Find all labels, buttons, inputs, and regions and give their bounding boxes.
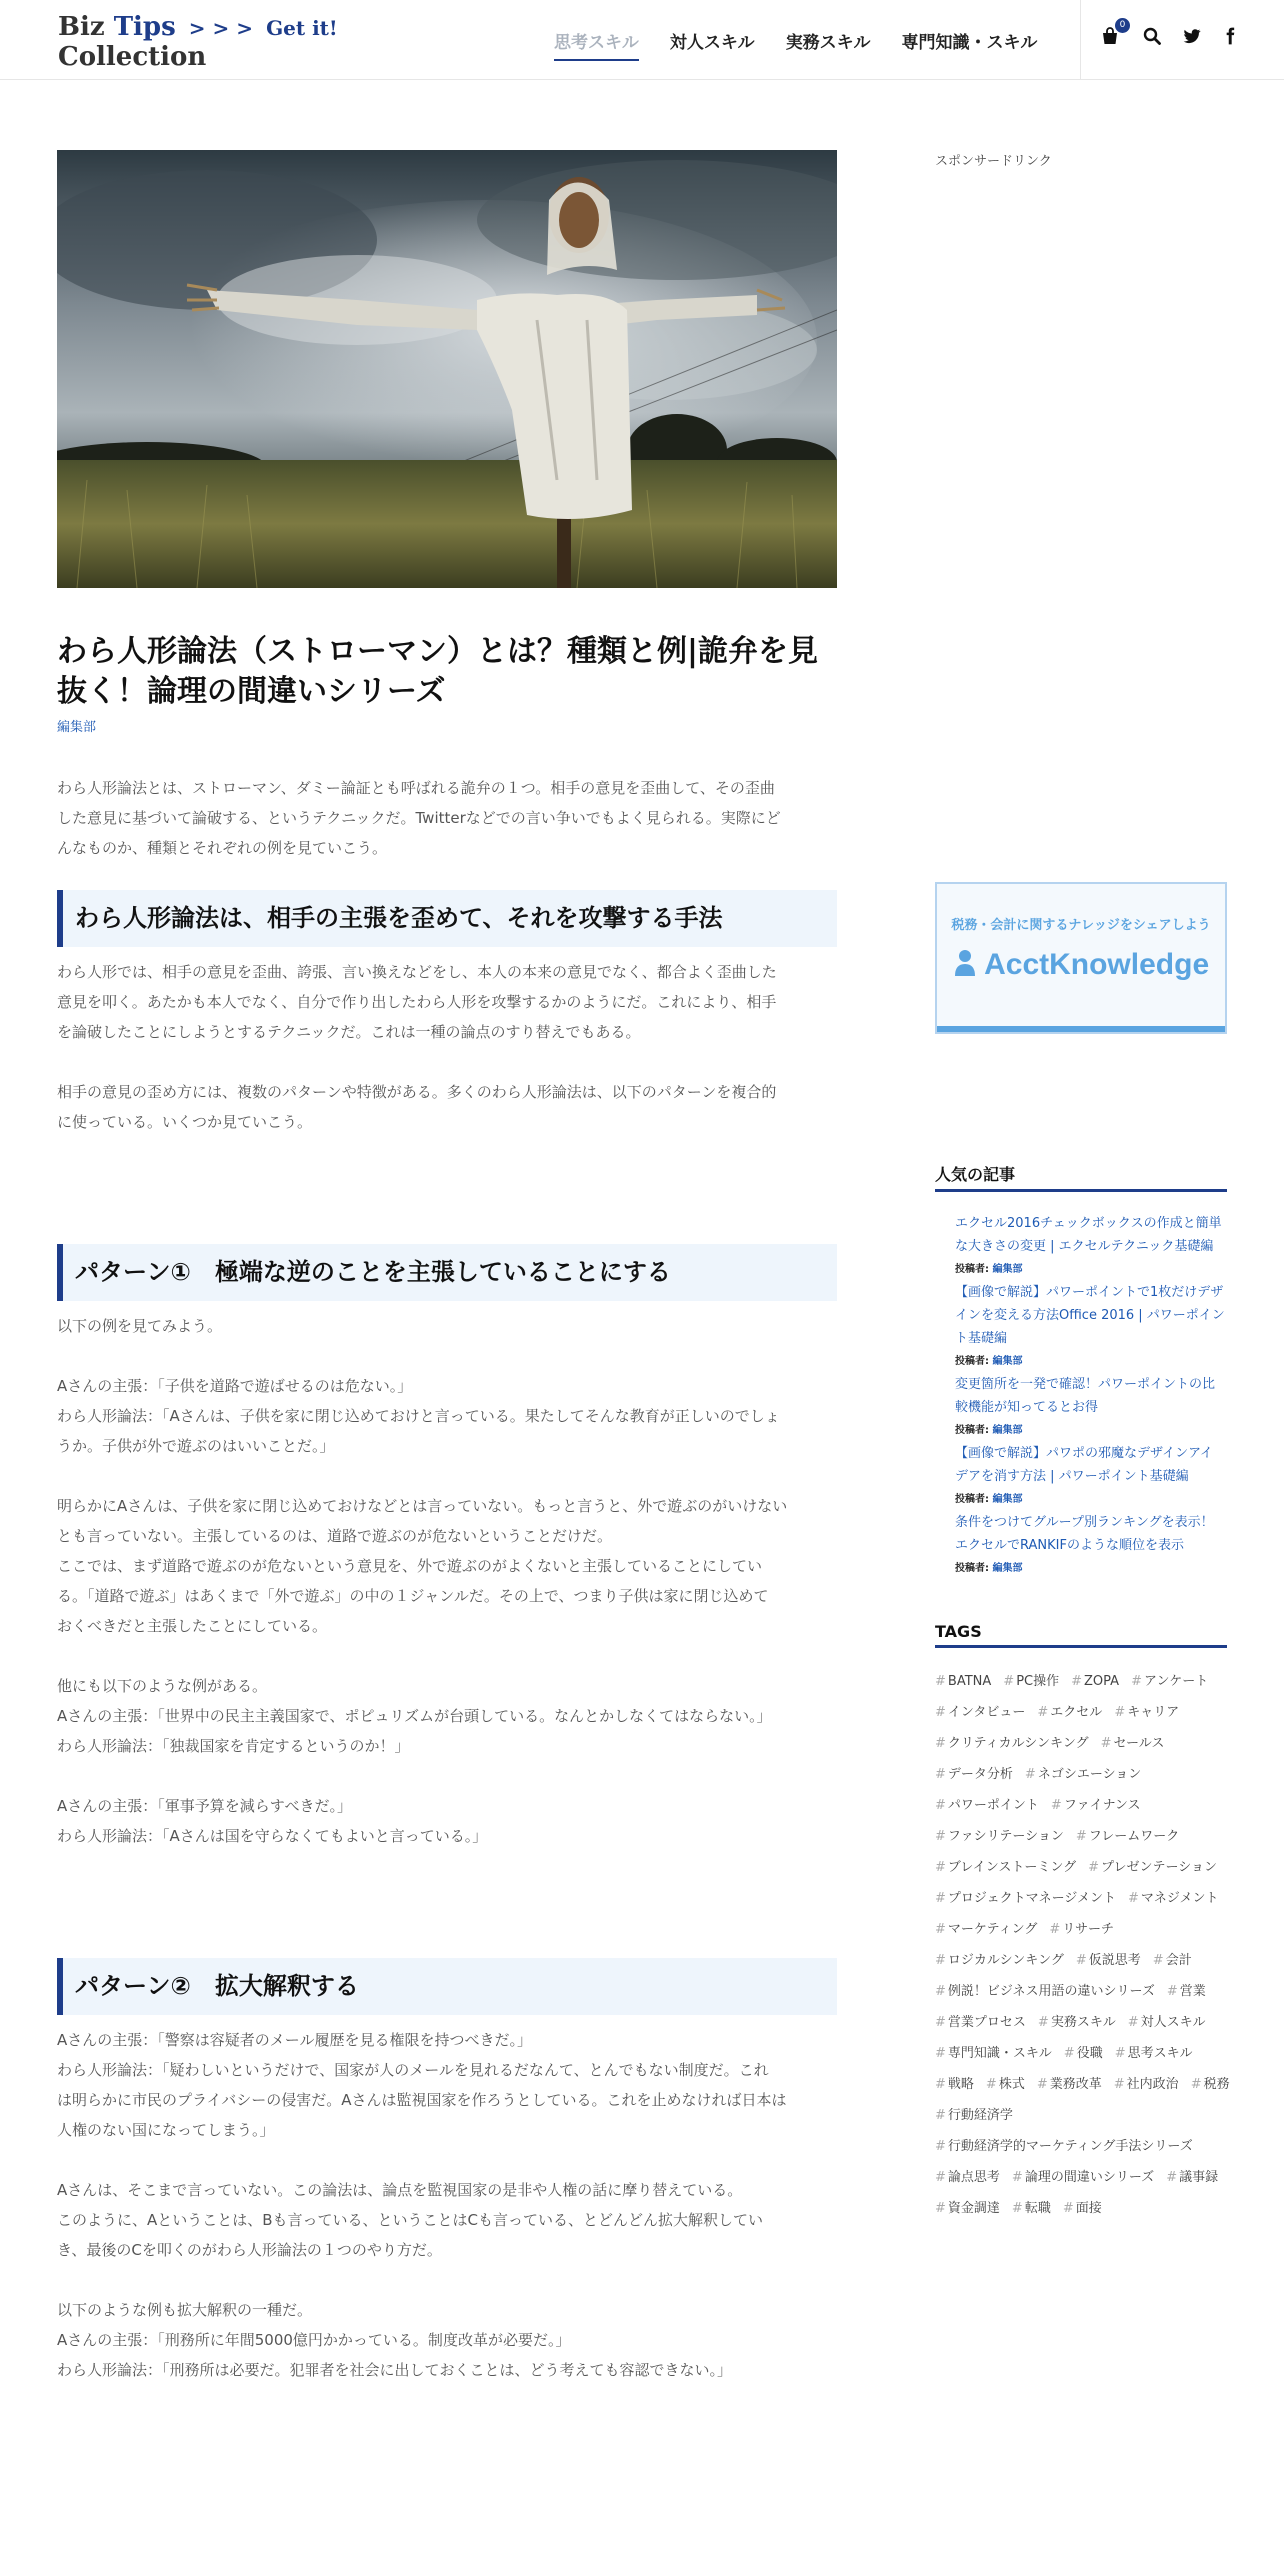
tag-link[interactable]: [1167, 1984, 1206, 1999]
nav-item-expertise-skill[interactable]: 専門知識・スキル: [901, 33, 1038, 53]
tag-link[interactable]: [1166, 2170, 1218, 2185]
tag-label: 行動経済学: [947, 2108, 1013, 2123]
paragraph-line: わら人形では、相手の意見を歪曲、誇張、言い換えなどをし、本人の本来の意見でなく、都合よく歪曲した: [57, 963, 777, 981]
popular-post-link[interactable]: 変更箇所を一発で確認！パワーポイントの比 較機能が知ってるとお得: [955, 1377, 1216, 1415]
tag-row: [935, 1945, 1227, 1976]
tag-link[interactable]: [935, 1891, 1116, 1906]
intro-line: んなものか、種類とそれぞれの例を見ていこう。: [57, 839, 388, 857]
tag-link[interactable]: [935, 2139, 1193, 2154]
tag-link[interactable]: [935, 2046, 1052, 2061]
section1-paragraph-2: [57, 1077, 837, 1137]
hash-icon: #: [935, 1705, 946, 1720]
tag-label: フレームワーク: [1088, 1829, 1180, 1844]
tag-label: 仮説思考: [1088, 1953, 1141, 1968]
hash-icon: #: [1011, 2170, 1023, 2185]
paragraph-line: 相手の意見の歪め方には、複数のパターンや特徴がある。多くのわら人形論法は、以下のパターンを複合的: [57, 1083, 777, 1101]
tag-link[interactable]: [1128, 2015, 1206, 2030]
tag-link[interactable]: [1012, 2170, 1154, 2185]
tag-link[interactable]: [935, 1829, 1064, 1844]
tag-row: [935, 1852, 1227, 1883]
paragraph-line: Aさんは、そこまで言っていない。この論法は、論点を監視国家の是非や人権の話に摩り替えている。: [57, 2181, 743, 2199]
banner-tagline: 税務・会計に関するナレッジをシェアしよう: [951, 918, 1211, 933]
tag-link[interactable]: [1191, 2077, 1230, 2092]
tag-link[interactable]: [1153, 1953, 1192, 1968]
hash-icon: #: [1063, 2046, 1075, 2061]
tag-label: 実務スキル: [1050, 2015, 1116, 2030]
popular-post-item: [955, 1212, 1227, 1275]
popular-posts-list: [955, 1212, 1227, 1574]
tag-label: ファシリテーション: [947, 1829, 1064, 1844]
tag-label: 議事録: [1179, 2170, 1219, 2185]
hash-icon: #: [1114, 1705, 1126, 1720]
popular-post-item: [955, 1281, 1227, 1367]
tag-link[interactable]: [1114, 2077, 1179, 2092]
tag-row: [935, 1883, 1227, 1914]
tag-link[interactable]: [1101, 1736, 1165, 1751]
tag-link[interactable]: [935, 1736, 1089, 1751]
tag-link[interactable]: [1064, 2046, 1103, 2061]
tag-link[interactable]: [1071, 1674, 1119, 1689]
tag-link[interactable]: [935, 2077, 974, 2092]
paragraph-line: わら人形論法：「Aさんは、子供を家に閉じ込めておけと言っている。果たしてそんな教育が正しいのでしょ: [57, 1407, 780, 1425]
tag-label: ロジカルシンキング: [947, 1953, 1064, 1968]
tags-title: TAGS: [935, 1622, 1227, 1648]
tag-link[interactable]: [935, 2201, 1000, 2216]
tag-label: プレゼンテーション: [1101, 1860, 1217, 1875]
tag-link[interactable]: [1088, 1860, 1217, 1875]
intro-line: わら人形論法とは、ストローマン、ダミー論証とも呼ばれる詭弁の１つ。相手の意見を歪曲して、その歪曲: [57, 779, 775, 797]
tag-row: [935, 2007, 1227, 2038]
hash-icon: #: [935, 1674, 946, 1689]
main-nav: [554, 28, 1068, 61]
paragraph-line: Aさんの主張：「警察は容疑者のメール履歴を見る権限を持つべきだ。」: [57, 2031, 532, 2049]
tag-link[interactable]: [935, 2108, 1013, 2123]
tag-link[interactable]: [986, 2077, 1025, 2092]
hash-icon: #: [935, 1953, 946, 1968]
tag-row: [935, 2131, 1227, 2162]
tag-row: [935, 1697, 1227, 1728]
paragraph-line: Aさんの主張：「子供を道路で遊ばせるのは危ない。」: [57, 1377, 413, 1395]
popular-posts-widget: [935, 1162, 1227, 1580]
paragraph-line: わら人形論法：「独裁国家を肯定するというのか！」: [57, 1737, 410, 1755]
tag-link[interactable]: [935, 2015, 1026, 2030]
tag-link[interactable]: [1051, 1798, 1141, 1813]
tags-widget: [935, 1622, 1230, 2224]
hash-icon: #: [935, 2139, 946, 2154]
tag-label: パワーポイント: [947, 1798, 1039, 1813]
tag-label: ブレインストーミング: [947, 1860, 1077, 1875]
tag-cloud: [935, 1666, 1230, 2224]
tag-link[interactable]: [935, 1798, 1039, 1813]
section2-paragraph-3: [57, 1491, 837, 1641]
tag-link[interactable]: [1037, 1705, 1102, 1720]
hash-icon: #: [985, 2077, 997, 2092]
hash-icon: #: [1075, 1953, 1087, 1968]
hash-icon: #: [935, 1736, 946, 1751]
tag-label: ファイナンス: [1063, 1798, 1141, 1813]
popular-post-meta: 投稿者: 編集部: [955, 1425, 1023, 1436]
search-icon[interactable]: [1142, 26, 1164, 48]
tag-label: 対人スキル: [1140, 2015, 1206, 2030]
cart-icon[interactable]: [1100, 20, 1126, 48]
popular-post-meta: 投稿者: 編集部: [955, 1563, 1023, 1574]
logo-biz: Biz: [58, 12, 105, 42]
tag-label: 株式: [998, 2077, 1025, 2092]
hash-icon: #: [935, 1829, 946, 1844]
hash-icon: #: [935, 2201, 946, 2216]
nav-item-thinking-skill[interactable]: 思考スキル: [554, 28, 639, 61]
banner-bar: [937, 1026, 1225, 1032]
section-heading-3: パターン② 拡大解釈する: [57, 1958, 837, 2015]
tag-label: 専門知識・スキル: [947, 2046, 1052, 2061]
logo-collection: Collection: [58, 42, 207, 72]
tag-label: マネジメント: [1140, 1891, 1219, 1906]
tag-label: 思考スキル: [1127, 2046, 1193, 2061]
tag-label: マーケティング: [947, 1922, 1038, 1937]
tag-link[interactable]: [1049, 1922, 1114, 1937]
cart-count-badge: 0: [1115, 18, 1130, 33]
tag-row: [935, 1914, 1227, 1945]
tag-label: エクセル: [1050, 1705, 1103, 1720]
tag-link[interactable]: [1037, 2077, 1102, 2092]
header-icons: [1100, 20, 1254, 48]
header-divider: [1080, 0, 1081, 79]
hash-icon: #: [935, 1860, 946, 1875]
article: [57, 150, 837, 2385]
tag-row: [935, 2100, 1227, 2131]
paragraph-line: Aさんの主張：「軍事予算を減らすべきだ。」: [57, 1797, 352, 1815]
twitter-icon[interactable]: [1182, 26, 1204, 48]
hash-icon: #: [1114, 2046, 1126, 2061]
banner-brand-text: AcctKnowledge: [984, 948, 1210, 981]
intro-paragraph: [57, 773, 837, 863]
tag-link[interactable]: [1115, 2046, 1193, 2061]
paragraph-line: は明らかに市民のプライバシーの侵害だ。Aさんは監視国家を作ろうとしている。これを止めなければ日本は: [57, 2091, 787, 2109]
paragraph-line: を論破したことにしようとするテクニックだ。これは一種の論点のすり替えでもある。: [57, 1023, 641, 1041]
nav-item-practical-skill[interactable]: 実務スキル: [785, 33, 871, 53]
tag-row: [935, 1666, 1227, 1697]
hash-icon: #: [935, 1984, 946, 1999]
hash-icon: #: [1127, 2015, 1139, 2030]
section3-paragraph-2: [57, 2175, 837, 2265]
person-icon: [953, 949, 977, 977]
hash-icon: #: [935, 2046, 946, 2061]
tag-row: [935, 2069, 1230, 2100]
tag-row: [935, 1976, 1227, 2007]
hash-icon: #: [1024, 1767, 1036, 1782]
section-heading-2: パターン① 極端な逆のことを主張していることにする: [57, 1244, 837, 1301]
hash-icon: #: [1152, 1953, 1164, 1968]
paragraph-line: 以下の例を見てみよう。: [57, 1317, 223, 1335]
tag-link[interactable]: [935, 1705, 1025, 1720]
tag-label: 税務: [1203, 2077, 1230, 2092]
paragraph-line: 以下のような例も拡大解釈の一種だ。: [57, 2301, 313, 2319]
tag-row: [935, 1759, 1227, 1790]
paragraph-line: このように、Aということは、Bも言っている、ということはCも言っている、とどんどん拡大解釈してい: [57, 2211, 764, 2229]
nav-item-interpersonal-skill[interactable]: 対人スキル: [669, 33, 755, 53]
tag-link[interactable]: [1003, 1674, 1059, 1689]
tag-link[interactable]: [935, 1953, 1064, 1968]
hash-icon: #: [935, 1798, 946, 1813]
paragraph-line: Aさんの主張：「刑務所に年間5000億円かかっている。制度改革が必要だ。」: [57, 2331, 571, 2349]
paragraph-line: とも言っていない。主張しているのは、道路で遊ぶのが危ないということだけだ。: [57, 1527, 613, 1545]
section3-paragraph-1: [57, 2025, 837, 2145]
tag-link[interactable]: [1128, 1891, 1219, 1906]
hash-icon: #: [1062, 2201, 1074, 2216]
hash-icon: #: [1050, 1798, 1062, 1813]
paragraph-line: わら人形論法：「刑務所は必要だ。犯罪者を社会に出しておくことは、どう考えても容認できない。」: [57, 2361, 733, 2379]
popular-post-item: [955, 1373, 1227, 1436]
intro-line: した意見に基づいて論破する、というテクニックだ。Twitterなどでの言い争いでもよく見られる。実際にど: [57, 809, 781, 827]
tag-link[interactable]: [1114, 1705, 1179, 1720]
sidebar: [935, 150, 1230, 2216]
tag-label: PC操作: [1016, 1674, 1060, 1689]
paragraph-line: うか。子供が外で遊ぶのはいいことだ。」: [57, 1437, 335, 1455]
tag-label: 会計: [1165, 1953, 1192, 1968]
hash-icon: #: [935, 2108, 946, 2123]
paragraph-line: に使っている。いくつか見ていこう。: [57, 1113, 313, 1131]
tag-label: 例説！ビジネス用語の違いシリーズ: [947, 1984, 1155, 1999]
tag-label: インタビュー: [947, 1705, 1026, 1720]
article-title: わら人形論法（ストローマン）とは？種類と例|詭弁を見抜く！論理の間違いシリーズ: [57, 634, 818, 709]
tag-row: [935, 1728, 1227, 1759]
hash-icon: #: [1190, 2077, 1202, 2092]
hash-icon: #: [1131, 1674, 1142, 1689]
hash-icon: #: [935, 1767, 946, 1782]
tag-link[interactable]: [1076, 1953, 1141, 1968]
paragraph-line: き、最後のCを叩くのがわら人形論法の１つのやり方だ。: [57, 2241, 442, 2259]
tag-row: [935, 2193, 1227, 2224]
paragraph-line: る。「道路で遊ぶ」はあくまで「外で遊ぶ」の中の１ジャンルだ。その上で、つまり子供は家に閉じ込めて: [57, 1587, 769, 1605]
paragraph-line: わら人形論法：「疑わしいというだけで、国家が人のメールを見れるだなんて、とんでもない制度だ。これ: [57, 2061, 769, 2079]
section3-paragraph-3: [57, 2295, 837, 2385]
tag-label: 社内政治: [1126, 2077, 1179, 2092]
section2-paragraph-1: [57, 1311, 837, 1341]
tag-label: BATNA: [947, 1674, 992, 1689]
popular-post-meta: 投稿者: 編集部: [955, 1356, 1023, 1367]
tag-label: 業務改革: [1049, 2077, 1102, 2092]
paragraph-line: おくべきだと主張したことにしている。: [57, 1617, 328, 1635]
tag-label: 役職: [1076, 2046, 1103, 2061]
hash-icon: #: [935, 2015, 946, 2030]
hash-icon: #: [1071, 1674, 1083, 1689]
hash-icon: #: [1166, 1984, 1178, 1999]
tag-row: [935, 1821, 1227, 1852]
tag-label: 行動経済学的マーケティング手法シリーズ: [947, 2139, 1193, 2154]
hash-icon: #: [935, 1891, 946, 1906]
hash-icon: #: [1011, 2201, 1023, 2216]
tag-label: キャリア: [1127, 1705, 1180, 1720]
hash-icon: #: [935, 2170, 946, 2185]
popular-post-link[interactable]: エクセル2016チェックボックスの作成と簡単 な大きさの変更 | エクセルテクニック基礎編: [955, 1216, 1222, 1254]
tag-link[interactable]: [935, 1922, 1037, 1937]
tag-link[interactable]: [1038, 2015, 1116, 2030]
tag-label: 営業プロセス: [947, 2015, 1026, 2030]
tag-label: 論点思考: [947, 2170, 1000, 2185]
hash-icon: #: [1049, 1922, 1061, 1937]
popular-posts-title: 人気の記事: [935, 1162, 1227, 1192]
paragraph-line: 他にも以下のような例がある。: [57, 1677, 268, 1695]
tag-label: 営業: [1179, 1984, 1206, 1999]
tag-link[interactable]: [1131, 1674, 1208, 1689]
tag-row: [935, 2162, 1227, 2193]
tag-link[interactable]: [1025, 1767, 1141, 1782]
popular-post-meta: 投稿者: 編集部: [955, 1264, 1023, 1275]
tag-label: 論理の間違いシリーズ: [1024, 2170, 1155, 2185]
popular-post-link[interactable]: 条件をつけてグループ別ランキングを表示！ エクセルでRANKIFのような順位を表示: [955, 1515, 1214, 1553]
paragraph-line: 意見を叩く。あたかも本人でなく、自分で作り出したわら人形を攻撃するかのようにだ。これにより、相手: [57, 993, 777, 1011]
tag-label: セールス: [1113, 1736, 1165, 1751]
hash-icon: #: [935, 1922, 946, 1937]
popular-post-item: [955, 1511, 1227, 1574]
tag-link[interactable]: [935, 2170, 1000, 2185]
popular-post-item: [955, 1442, 1227, 1505]
tag-label: アンケート: [1143, 1674, 1209, 1689]
section-heading-1: わら人形論法は、相手の主張を歪めて、それを攻撃する手法: [57, 890, 837, 947]
section2-paragraph-2: [57, 1371, 837, 1461]
popular-post-link[interactable]: 【画像で解説】パワポの邪魔なデザインアイ デアを消す方法 | パワーポイント基礎編: [955, 1446, 1213, 1484]
facebook-icon[interactable]: [1220, 26, 1242, 48]
section2-paragraph-5: [57, 1791, 837, 1851]
tag-label: 面接: [1075, 2201, 1102, 2216]
paragraph-line: Aさんの主張：「世界中の民主主義国家で、ポピュリズムが台頭している。なんとかしなくてはならない。」: [57, 1707, 772, 1725]
site-logo[interactable]: [58, 12, 338, 71]
paragraph-line: 明らかにAさんは、子供を家に閉じ込めておけなどとは言っていない。もっと言うと、外で遊ぶのがいけない: [57, 1497, 788, 1515]
popular-post-meta: 投稿者: 編集部: [955, 1494, 1023, 1505]
logo-tips: Tips: [113, 12, 176, 42]
logo-arrows: > > >: [188, 16, 253, 40]
banner-brand: [937, 948, 1225, 982]
hash-icon: #: [1075, 1829, 1087, 1844]
tag-row: [935, 1790, 1227, 1821]
tag-row: [935, 2038, 1227, 2069]
tag-link[interactable]: [935, 1860, 1076, 1875]
section2-paragraph-4: [57, 1671, 837, 1761]
paragraph-line: 人権のない国になってしまう。」: [57, 2121, 275, 2139]
tag-label: 転職: [1024, 2201, 1051, 2216]
acctknowledge-banner[interactable]: [935, 882, 1227, 1034]
sponsored-links-label: スポンサードリンク: [935, 154, 1052, 169]
tag-label: プロジェクトマネージメント: [947, 1891, 1116, 1906]
tag-link[interactable]: [935, 1674, 991, 1689]
hash-icon: #: [1003, 1674, 1015, 1689]
section1-paragraph-1: [57, 957, 837, 1047]
tag-link[interactable]: [1076, 1829, 1179, 1844]
tag-label: 戦略: [947, 2077, 974, 2092]
hash-icon: #: [1037, 2015, 1049, 2030]
tag-label: クリティカルシンキング: [947, 1736, 1089, 1751]
logo-getit: Get it!: [266, 16, 338, 40]
tag-link[interactable]: [1063, 2201, 1102, 2216]
hash-icon: #: [1113, 2077, 1125, 2092]
tag-link[interactable]: [935, 1984, 1155, 1999]
tag-link[interactable]: [1012, 2201, 1051, 2216]
hash-icon: #: [1128, 1891, 1139, 1906]
hash-icon: #: [1036, 2077, 1048, 2092]
hash-icon: #: [1037, 1705, 1049, 1720]
tag-label: ZOPA: [1084, 1674, 1120, 1689]
tag-label: リサーチ: [1062, 1922, 1115, 1937]
hash-icon: #: [1088, 1860, 1099, 1875]
scarecrow-photo: [57, 150, 837, 588]
hash-icon: #: [935, 2077, 946, 2092]
tag-label: 資金調達: [947, 2201, 1000, 2216]
paragraph-line: ここでは、まず道路で遊ぶのが危ないという意見を、外で遊ぶのがよくないと主張していることにしてい: [57, 1557, 763, 1575]
tag-label: データ分析: [947, 1767, 1013, 1782]
site-header: [0, 0, 1284, 80]
paragraph-line: わら人形論法：「Aさんは国を守らなくてもよいと言っている。」: [57, 1827, 488, 1845]
hash-icon: #: [1100, 1736, 1112, 1751]
hash-icon: #: [1166, 2170, 1178, 2185]
author-link[interactable]: 編集部: [57, 720, 97, 735]
tag-link[interactable]: [935, 1767, 1013, 1782]
tag-label: ネゴシエーション: [1037, 1767, 1142, 1782]
popular-post-link[interactable]: 【画像で解説】パワーポイントで1枚だけデザ インを変える方法Office 2016 | パワーポイン ト基礎編: [955, 1285, 1225, 1346]
